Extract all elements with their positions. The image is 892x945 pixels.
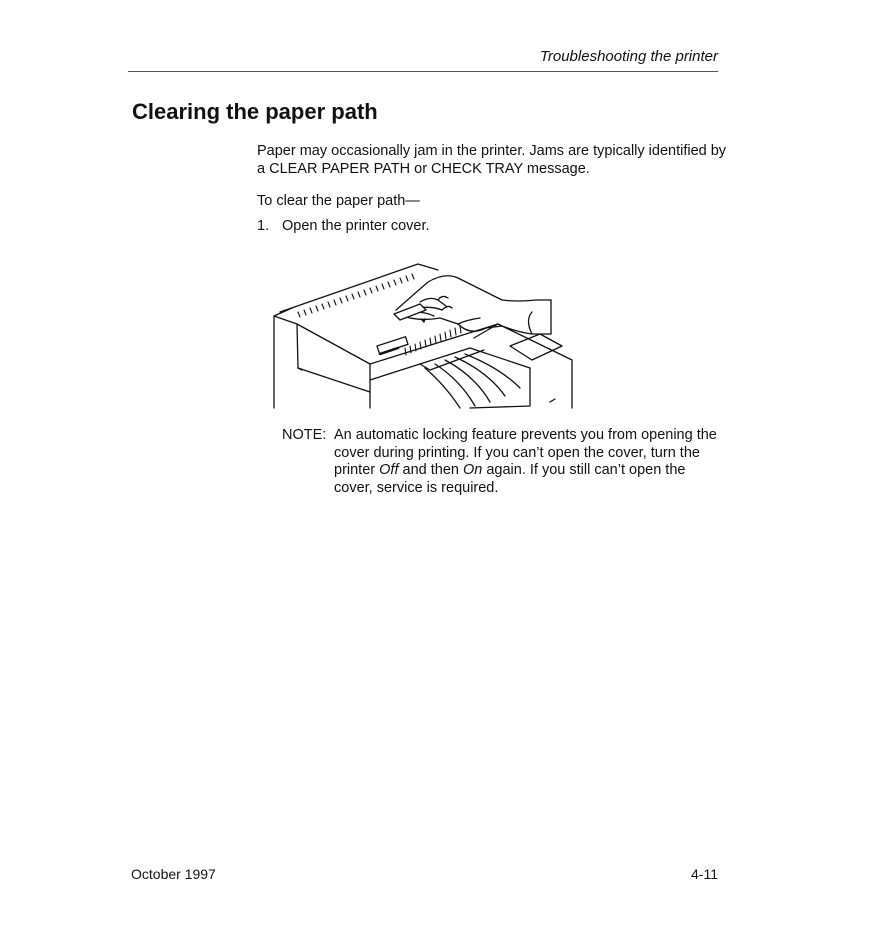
step-number: 1. bbox=[257, 218, 270, 234]
step-item bbox=[257, 218, 430, 234]
footer-date: October 1997 bbox=[131, 866, 216, 882]
footer-page-number: 4-11 bbox=[691, 866, 718, 882]
printer-cover-illustration bbox=[270, 260, 575, 410]
lead-paragraph: To clear the paper path— bbox=[257, 193, 420, 209]
note-on-word: On bbox=[462, 462, 483, 478]
header-rule bbox=[128, 71, 718, 72]
note-text-part2: and then bbox=[398, 462, 463, 478]
note-body bbox=[334, 427, 720, 497]
step-text: Open the printer cover. bbox=[282, 218, 430, 234]
note-off-word: Off bbox=[379, 462, 399, 478]
note-text-part3: again. If you still can’t open the cover, service is required. bbox=[334, 462, 686, 496]
intro-paragraph: Paper may occasionally jam in the printer. Jams are typically identified by a CLEAR PAPER PATH or CHECK TRAY message. bbox=[257, 143, 727, 177]
note-label: NOTE: bbox=[282, 427, 327, 443]
section-title: Clearing the paper path bbox=[132, 99, 378, 124]
note-text-part1: An automatic locking feature prevents you from opening the cover during printing. If you can’t open the cover, turn the printer bbox=[334, 427, 717, 478]
running-head: Troubleshooting the printer bbox=[539, 48, 718, 65]
